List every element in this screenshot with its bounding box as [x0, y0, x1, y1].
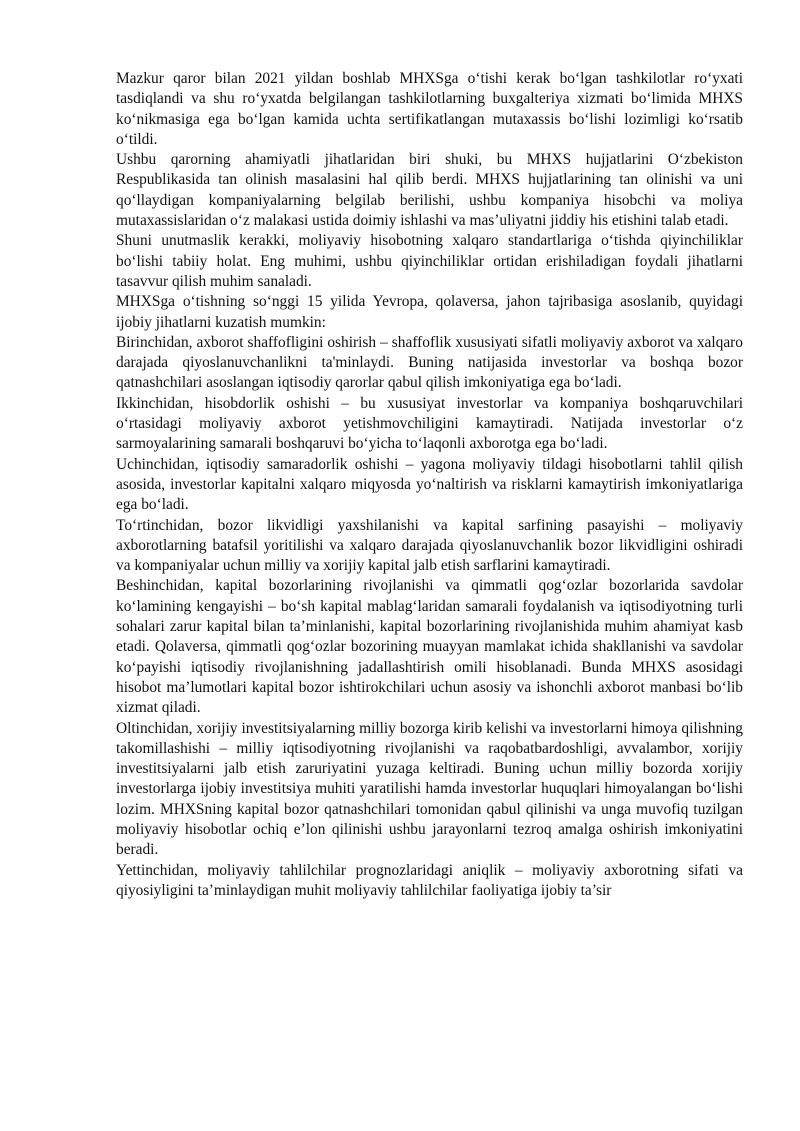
paragraph-positive-aspects-intro: MHXSga o‘tishning so‘nggi 15 yilida Yevropa, qolaversa, jahon tajribasiga asoslanib, quyidagi ijobiy jihatlarni kuzatish mumkin:	[116, 293, 743, 331]
paragraph-third: Uchinchidan, iqtisodiy samaradorlik oshishi – yagona moliyaviy tildagi hisobotlarni tahlil qilish asosida, investorlar kapitalni xalqaro miqyosda yo‘naltirish va risklarni kamaytirish imkoniyatlariga ega bo‘ladi.	[116, 455, 743, 514]
document-page	[116, 69, 743, 901]
paragraph-difficulties: Shuni unutmaslik kerakki, moliyaviy hisobotning xalqaro standartlariga o‘tishda qiyinchiliklar bo‘lishi tabiiy holat. Eng muhimi, ushbu qiyinchiliklar ortidan erishiladigan foydali jihatlarni tasavvur qilish muhim sanaladi.	[116, 232, 743, 290]
paragraph-first: Birinchidan, axborot shaffofligini oshirish – shaffoflik xususiyati sifatli moliyaviy axborot va xalqaro darajada qiyoslanuvchanlikni ta'minlaydi. Buning natijasida investorlar va boshqa bozor qatnashchilari asoslangan iqtisodiy qarorlar qabul qilish imkoniyatiga ega bo‘ladi.	[116, 333, 743, 392]
paragraph-second: Ikkinchidan, hisobdorlik oshishi – bu xususiyat investorlar va kompaniya boshqaruvchilari o‘rtasidagi moliyaviy axborot yetishmovchiligini kamaytiradi. Natijada investorlar o‘z sarmoyalarining samarali boshqaruvi bo‘yicha to‘laqonli axborotga ega bo‘ladi.	[116, 394, 743, 453]
paragraph-recognition: Ushbu qarorning ahamiyatli jihatlaridan biri shuki, bu MHXS hujjatlarini O‘zbekiston Respublikasida tan olinish masalasini hal qilib berdi. MHXS hujjatlarining tan olinishi va uni qo‘llaydigan kompaniyalarning belgilab berilishi, ushbu kompaniya hisobchi va moliya mutaxassislaridan o‘z malakasi ustida doimiy ishlashi va mas’uliyatni jiddiy his etishini talab etadi.	[116, 151, 743, 230]
paragraph-fourth: To‘rtinchidan, bozor likvidligi yaxshilanishi va kapital sarfining pasayishi – moliyaviy axborotlarning batafsil yoritilishi va xalqaro darajada qiyoslanuvchanlik bozor likvidligini oshiradi va kompaniyalar uchun milliy va xorijiy kapital jalb etish sarflarini kamaytiradi.	[116, 516, 743, 575]
paragraph-fifth: Beshinchidan, kapital bozorlarining rivojlanishi va qimmatli qog‘ozlar bozorlarida savdolar ko‘lamining kengayishi – bo‘sh kapital mablag‘laridan samarali foydalanish va iqtisodiyotning turli sohalari zarur kapital bilan ta’minlanishi, kapital bozorlarining rivojlanishida muhim ahamiyat kasb etadi. Qolaversa, qimmatli qog‘ozlar bozorining muayyan mamlakat ichida shakllanishi va savdolar ko‘payishi iqtisodiy rivojlanishning jadallashtirish omili hisoblanadi. Bunda MHXS asosidagi hisobot ma’lumotlari kapital bozor ishtirokchilari uchun asosiy va ishonchli axborot manbasi bo‘lib xizmat qiladi.	[116, 577, 743, 717]
paragraph-seventh: Yettinchidan, moliyaviy tahlilchilar prognozlaridagi aniqlik – moliyaviy axborotning sifati va qiyosiyligini ta’minlaydigan muhit moliyaviy tahlilchilar faoliyatiga ijobiy ta’sir	[116, 861, 743, 899]
paragraph-sixth: Oltinchidan, xorijiy investitsiyalarning milliy bozorga kirib kelishi va investorlarni himoya qilishning takomillashishi – milliy iqtisodiyotning rivojlanishi va raqobatbardoshligi, avvalambor, xorijiy investitsiyalarni jalb etish zaruriyatini yuzaga keltiradi. Buning uchun milliy bozorda xorijiy investorlarga ijobiy investitsiya muhiti yaratilishi hamda investorlar huquqlari himoyalangan bo‘lishi lozim. MHXSning kapital bozor qatnashchilari tomonidan qabul qilinishi va unga muvofiq tuzilgan moliyaviy hisobotlar ochiq e’lon qilinishi ushbu jarayonlarni tezroq amalga oshirish imkoniyatini beradi.	[116, 719, 743, 859]
paragraph-decree-list: Mazkur qaror bilan 2021 yildan boshlab MHXSga o‘tishi kerak bo‘lgan tashkilotlar ro‘yxati tasdiqlandi va shu ro‘yxatda belgilangan tashkilotlarning buxgalteriya xizmati bo‘limida MHXS ko‘nikmasiga ega bo‘lgan kamida uchta sertifikatlangan mutaxassis bo‘lishi lozimligi ko‘rsatib o‘tildi.	[116, 70, 743, 148]
